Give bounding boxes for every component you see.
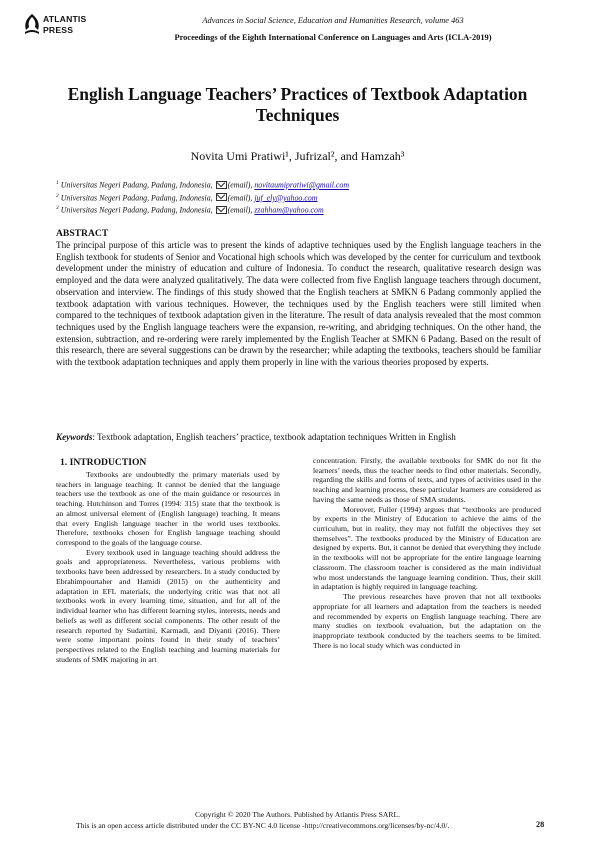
affiliation-1 (56, 178, 349, 191)
affiliation-marker: 3 (56, 205, 59, 212)
paper-title: English Language Teachers’ Practices of Textbook Adaptation Techniques (67, 84, 528, 125)
author-list: Novita Umi Pratiwi¹, Jufrizal², and Hamzah³ (190, 149, 405, 163)
keywords-text: : Textbook adaptation, English teachers’ practice, textbook adaptation techniques Written in English (92, 432, 456, 442)
logo-text-top: ATLANTIS (43, 14, 87, 24)
email-label: (email), (227, 193, 253, 203)
section-heading-introduction: 1. INTRODUCTION (60, 457, 147, 468)
paragraph: Moreover, Fuller (1994) argues that “textbooks are produced by experts in the Ministry of Education to achieve the aims of the curriculum, but in reality, they may not fulfill the objectives they set themselves”. The textbooks produced by the Ministry of Education are designed by experts. But, it cannot be denied that everything they include in the textbooks will not be appropriate for the entire language learning classroom. The classroom teacher is considered as the main individual who most understands the language learning condition. Thus, their skill in adaptation is highly required in language teaching. (313, 504, 541, 592)
paragraph: Every textbook used in language teaching should address the goals and appropriateness. Nevertheless, various problems with textbooks have been addressed by researchers. In a study conducted by Ebrahimpourtaher and Hamidi (2015) on the authenticity and adaptation in EFL materials, the underlying critic was that not all textbooks work in every learning time, situation, and for all of the individual learner who has different learning styles, interests, needs and beliefs as well as different social components. The other result of the research reported by Sudartini, Karmadi, and Diyanti (2016). There were some important points found in their study of teachers’ perspectives related to the English teaching and learning materials for students of SMK majoring in art (56, 547, 280, 664)
atlantis-press-logo (22, 13, 92, 37)
envelope-icon (216, 206, 227, 214)
copyright-notice: Copyright © 2020 The Authors. Published by Atlantis Press SARL. (195, 810, 400, 819)
affiliation-marker: 2 (56, 192, 59, 199)
envelope-icon (216, 181, 227, 189)
affiliations (56, 178, 349, 216)
email-link[interactable]: juf_ely@yahoo.com (254, 193, 318, 203)
affiliation-text: Universitas Negeri Padang, Padang, Indonesia, (60, 205, 213, 215)
series-header: Advances in Social Science, Education and Humanities Research, volume 463 (202, 16, 464, 25)
abstract-heading: ABSTRACT (56, 228, 109, 239)
paragraph: The previous researches have proven that not all textbooks appropriate for all learners and adaptation from the teachers is needed and recommended by experts on English language teaching. There are many studies on textbook evaluation, but the adaptation on the inappropriate textbook conducted by the teachers seems to be limited. There is no local study which was conducted in (313, 592, 541, 650)
atlantis-logo-icon (22, 13, 42, 35)
email-link[interactable]: zzahham@yahoo.com (254, 205, 324, 215)
paragraph: concentration. Firstly, the available textbooks for SMK do not fit the learners’ needs, thus the teacher needs to find other materials. Secondly, regarding the skills and forms of texts, and types of activities used in the teaching and learning process, these particular learners are considered as having the same needs as those of SMA students. (313, 456, 541, 504)
email-label: (email), (227, 180, 253, 190)
affiliation-text: Universitas Negeri Padang, Padang, Indonesia, (60, 193, 213, 203)
affiliation-2 (56, 191, 349, 204)
proceedings-header: Proceedings of the Eighth International Conference on Languages and Arts (ICLA-2019) (174, 33, 492, 42)
paragraph: Textbooks are undoubtedly the primary materials used by teachers in language teaching. It cannot be denied that the language teachers use the textbook as one of the main guidance or resources in teaching. Hutchinson and Torres (1994: 315) state that the textbook is an almost universal element of (English language) teaching. It means that every English language teacher in the world uses textbooks. Therefore, textbooks chosen for English language teaching should correspond to the goals of the language course. (56, 470, 280, 548)
email-label: (email), (227, 205, 253, 215)
email-link[interactable]: novitaumipratiwi@gmail.com (254, 180, 350, 190)
affiliation-3 (56, 203, 349, 216)
logo-text-bottom: PRESS (43, 25, 74, 35)
right-column (313, 456, 541, 650)
keywords (56, 432, 541, 442)
abstract-body: The principal purpose of this article was to present the kinds of adaptive techniques used by the English language teachers in the English textbook for students of Senior and Vocational high schools which was developed by the center for curriculum and textbook development under the ministry of education and culture of Indonesia. To conduct the research, qualitative research design was employed and the data were analyzed qualitatively. The data were collected from five English language teachers through document, observation and interview. The findings of this study showed that the English teachers at SMKN 6 Padang commonly applied the textbook adaptation with various techniques. However, the techniques used by the English teachers were still limited when compared to the techniques of textbook adaptation given in the literature. The result of data analysis revealed that the most common techniques used by the English language teachers were the expansion, re-writing, and abridging techniques. On the other hand, the extension, subtraction, and re-ordering were rarely implemented by the English Teacher at SMKN 6 Padang. Based on the result of this research, there are several suggestions can be drawn by the researcher; while adapting the textbooks, teachers should be familiar with the textbook adaptation techniques and apply them properly in line with the various theories proposed by experts. (56, 240, 541, 368)
envelope-icon (216, 193, 227, 201)
left-column (56, 470, 280, 664)
keywords-label: Keywords (56, 432, 93, 442)
affiliation-marker: 1 (56, 180, 59, 186)
page-number: 28 (536, 820, 545, 829)
affiliation-text: Universitas Negeri Padang, Padang, Indonesia, (60, 180, 213, 190)
license-notice: This is an open access article distributed under the CC BY-NC 4.0 license -http://creativecommons.org/licenses/by-nc/4.0/. (76, 821, 450, 830)
